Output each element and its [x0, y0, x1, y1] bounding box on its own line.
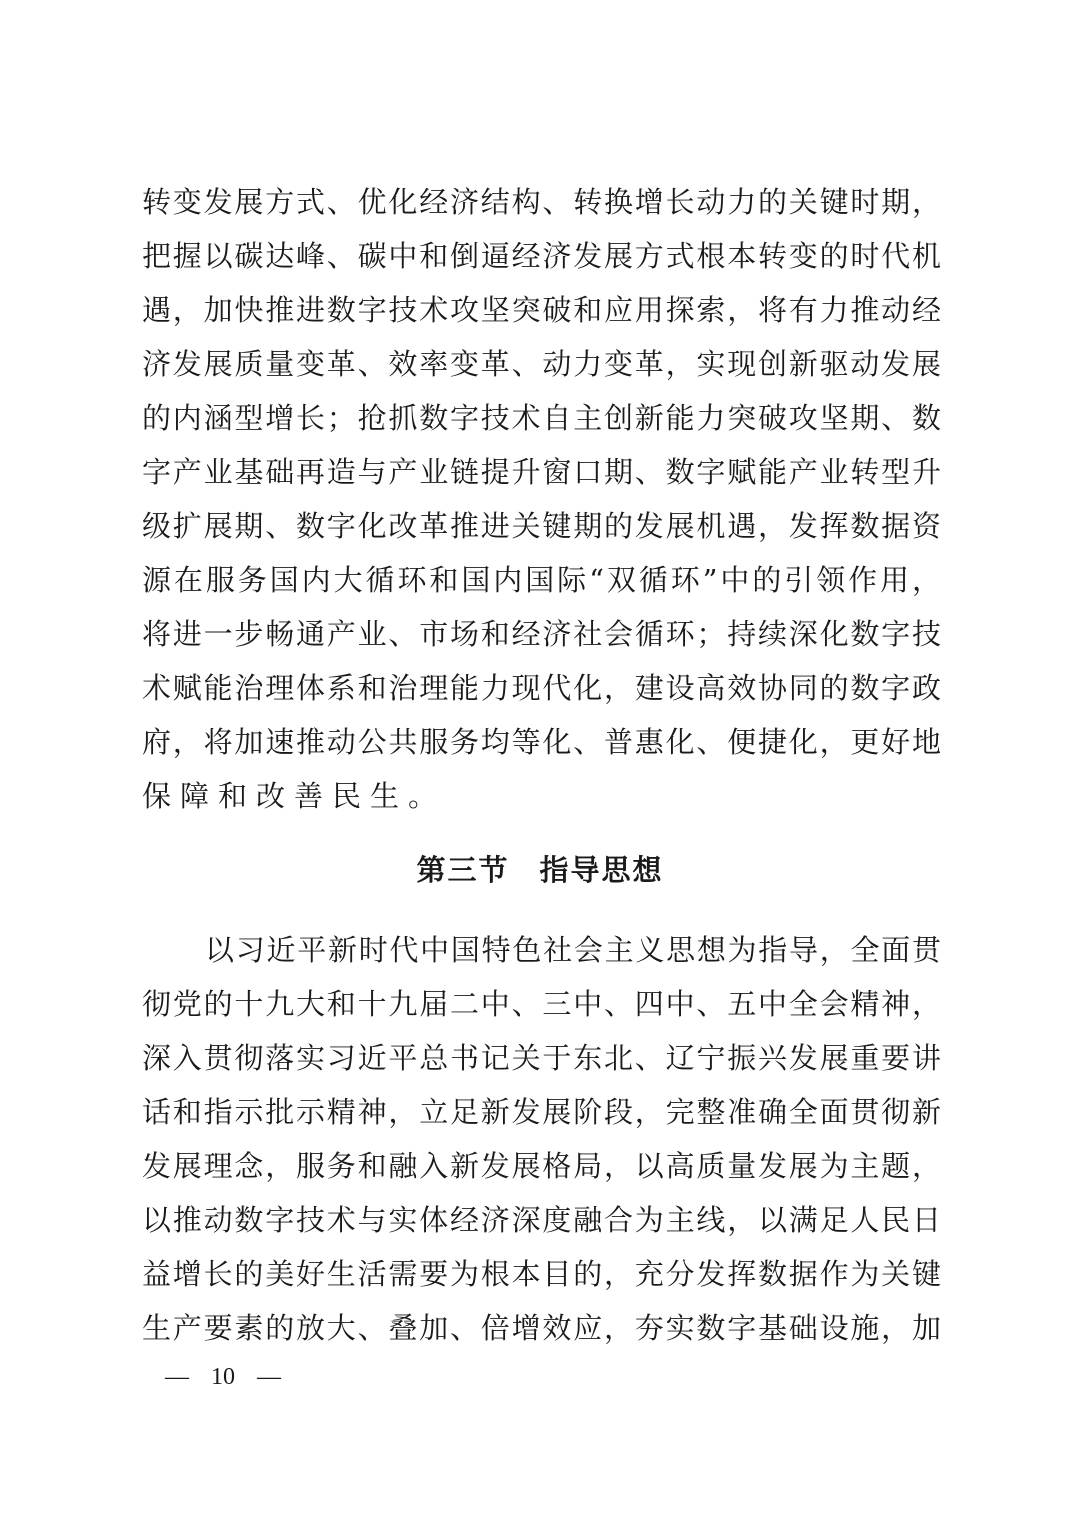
- paragraph-line: 话和指示批示精神，立足新发展阶段，完整准确全面贯彻新: [142, 1095, 942, 1129]
- paragraph-line: 彻党的十九大和十九届二中、三中、四中、五中全会精神，: [142, 987, 942, 1021]
- paragraph-line: 以推动数字技术与实体经济深度融合为主线，以满足人民日: [142, 1203, 942, 1237]
- paragraph-line: 济发展质量变革、效率变革、动力变革，实现创新驱动发展: [142, 347, 942, 381]
- paragraph-line: 遇，加快推进数字技术攻坚突破和应用探索，将有力推动经: [142, 293, 942, 327]
- paragraph-line: 府，将加速推动公共服务均等化、普惠化、便捷化，更好地: [142, 725, 942, 759]
- paragraph-line: 益增长的美好生活需要为根本目的，充分发挥数据作为关键: [142, 1257, 942, 1291]
- paragraph-line: 字产业基础再造与产业链提升窗口期、数字赋能产业转型升: [142, 455, 942, 489]
- paragraph-line: 级扩展期、数字化改革推进关键期的发展机遇，发挥数据资: [142, 509, 942, 543]
- paragraph-line: 源在服务国内大循环和国内国际“双循环”中的引领作用，: [142, 563, 942, 597]
- section-title: 指导思想: [539, 853, 664, 887]
- paragraph-line: 的内涵型增长；抢抓数字技术自主创新能力突破攻坚期、数: [142, 401, 942, 435]
- paragraph-line: 发展理念，服务和融入新发展格局，以高质量发展为主题，: [142, 1149, 942, 1183]
- paragraph-line: 生产要素的放大、叠加、倍增效应，夯实数字基础设施，加: [142, 1311, 942, 1345]
- paragraph-line: 将进一步畅通产业、市场和经济社会循环；持续深化数字技: [142, 617, 942, 651]
- paragraph-line: 转变发展方式、优化经济结构、转换增长动力的关键时期，: [142, 185, 942, 219]
- paragraph-line: 保障和改善民生。: [142, 779, 447, 813]
- paragraph-line: 把握以碳达峰、碳中和倒逼经济发展方式根本转变的时代机: [142, 239, 942, 273]
- page-footer: [165, 1360, 281, 1394]
- footer-dash-left: —: [165, 1364, 189, 1390]
- paragraph-line: 术赋能治理体系和治理能力现代化，建设高效协同的数字政: [142, 671, 942, 705]
- footer-dash-right: —: [257, 1364, 281, 1390]
- section-heading: [0, 850, 1080, 890]
- page-number: 10: [211, 1364, 235, 1390]
- section-number: 第三节: [416, 853, 510, 887]
- paragraph-line: 深入贯彻落实习近平总书记关于东北、辽宁振兴发展重要讲: [142, 1041, 942, 1075]
- paragraph-line: 以习近平新时代中国特色社会主义思想为指导，全面贯: [205, 933, 942, 967]
